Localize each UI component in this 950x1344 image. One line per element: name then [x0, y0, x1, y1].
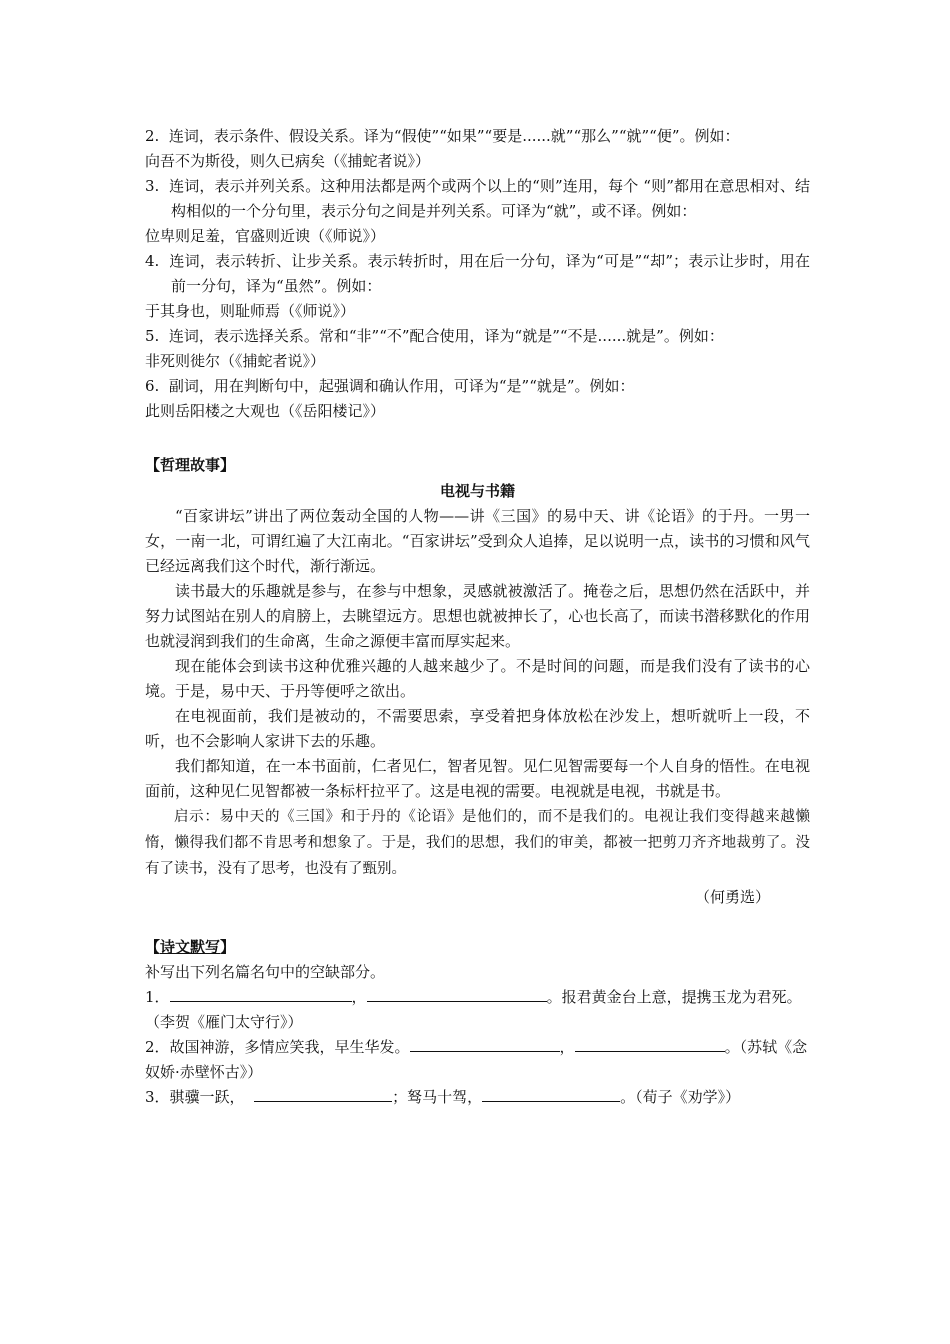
usage-example: 向吾不为斯役，则久已病矣（《捕蛇者说》）	[145, 152, 431, 170]
question-text: ；驽马十驾，	[392, 1088, 483, 1106]
item-text: 连词，表示条件、假设关系。译为“假使”“如果”“要是......就”“那么”“就”“便”。例如：	[168, 127, 740, 145]
story-source: （何勇选）	[694, 888, 770, 906]
usage-item-2	[145, 124, 810, 149]
item-text: 副词，用在判断句中，起强调和确认作用，可译为“是”“就是”。例如：	[168, 377, 635, 395]
story-insight: 启示：易中天的《三国》和于丹的《论语》是他们的，而不是我们的。电视让我们变得越来越懒惰，懒得我们都不肯思考和想象了。于是，我们的思想，我们的审美，都被一把剪刀齐齐地裁剪了。没有了读书，没有了思考，也没有了甄别。	[145, 809, 810, 877]
story-section-title: 【哲理故事】	[145, 456, 236, 474]
story-paragraph: 现在能体会到读书这种优雅兴趣的人越来越少了。不是时间的问题，而是我们没有了读书的心境。于是，易中天、于丹等便呼之欲出。	[145, 657, 810, 700]
item-number: 2.	[145, 127, 160, 145]
answer-blank[interactable]	[482, 1086, 620, 1102]
story-paragraph: 读书最大的乐趣就是参与，在参与中想象，灵感就被激活了。掩卷之后，思想仍然在活跃中，并努力试图站在别人的肩膀上，去眺望远方。思想也就被抻长了，心也长高了，而读书潜移默化的作用也就浸润到我们的生命离，生命之源便丰富而厚实起来。	[145, 582, 810, 650]
separator: ，	[559, 1038, 575, 1056]
poetry-question-3	[145, 1085, 810, 1110]
question-text: 。（苏轼《念奴娇·赤壁怀古》）	[145, 1038, 808, 1081]
story-paragraph: “百家讲坛”讲出了两位轰动全国的人物——讲《三国》的易中天、讲《论语》的于丹。一男一女，一南一北，可谓红遍了大江南北。“百家讲坛”受到众人追捧，足以说明一点，读书的习惯和风气已经远离我们这个时代，渐行渐远。	[145, 507, 810, 575]
item-number: 4.	[145, 252, 160, 270]
item-number: 5.	[145, 327, 160, 345]
question-number: 1．	[145, 988, 170, 1006]
poetry-question-1	[145, 985, 810, 1035]
bracket-open: 【	[145, 938, 161, 956]
poetry-instruction: 补写出下列名篇名句中的空缺部分。	[145, 963, 386, 981]
answer-blank[interactable]	[367, 986, 547, 1002]
answer-blank[interactable]	[254, 1086, 392, 1102]
bracket-close: 】	[220, 938, 236, 956]
usage-example: 非死则徙尔（《捕蛇者说》）	[145, 352, 326, 370]
story-paragraph: 在电视面前，我们是被动的，不需要思索，享受着把身体放松在沙发上，想听就听上一段，不听，也不会影响人家讲下去的乐趣。	[145, 707, 810, 750]
usage-example: 此则岳阳楼之大观也（《岳阳楼记》）	[145, 402, 386, 420]
separator: ，	[351, 988, 367, 1006]
usage-example: 位卑则足羞，官盛则近谀（《师说》）	[145, 227, 386, 245]
poetry-section-title	[145, 934, 810, 960]
story-paragraph: 我们都知道，在一本书面前，仁者见仁，智者见智。见仁见智需要每一个人自身的悟性。在电视面前，这种见仁见智都被一条标杆拉平了。这是电视的需要。电视就是电视，书就是书。	[145, 757, 810, 800]
content-area	[145, 124, 810, 1110]
item-text: 连词，表示并列关系。这种用法都是两个或两个以上的“则”连用，每个 “则”都用在意思相对、结构相似的一个分句里，表示分句之间是并列关系。可译为“就”，或不译。例如：	[169, 177, 810, 220]
question-text: 2．故国神游，多情应笑我，早生华发。	[145, 1038, 410, 1056]
poetry-question-2	[145, 1035, 810, 1085]
item-number: 6.	[145, 377, 160, 395]
answer-blank[interactable]	[410, 1036, 560, 1052]
usage-item-3	[145, 174, 810, 224]
item-text: 连词，表示转折、让步关系。表示转折时，用在后一分句，译为“可是”“却”；表示让步时，用在前一分句，译为“虽然”。例如：	[169, 252, 810, 295]
item-text: 连词，表示选择关系。常和“非”“不”配合使用，译为“就是”“不是......就是”。例如：	[168, 327, 724, 345]
item-number: 3.	[145, 177, 160, 195]
usage-item-6	[145, 374, 810, 399]
usage-item-5	[145, 324, 810, 349]
story-title: 电视与书籍	[439, 482, 515, 500]
usage-example: 于其身也，则耻师焉（《师说》）	[145, 302, 356, 320]
answer-blank[interactable]	[170, 986, 352, 1002]
poetry-section-name: 诗文默写	[160, 938, 221, 956]
question-text: 3．骐骥一跃，	[145, 1088, 245, 1106]
answer-blank[interactable]	[575, 1036, 725, 1052]
question-text: 。报君黄金台上意，提携玉龙为君死。（李贺《雁门太守行》）	[145, 988, 802, 1031]
usage-item-4	[145, 249, 810, 299]
question-text: 。（荀子《劝学》）	[620, 1088, 741, 1106]
